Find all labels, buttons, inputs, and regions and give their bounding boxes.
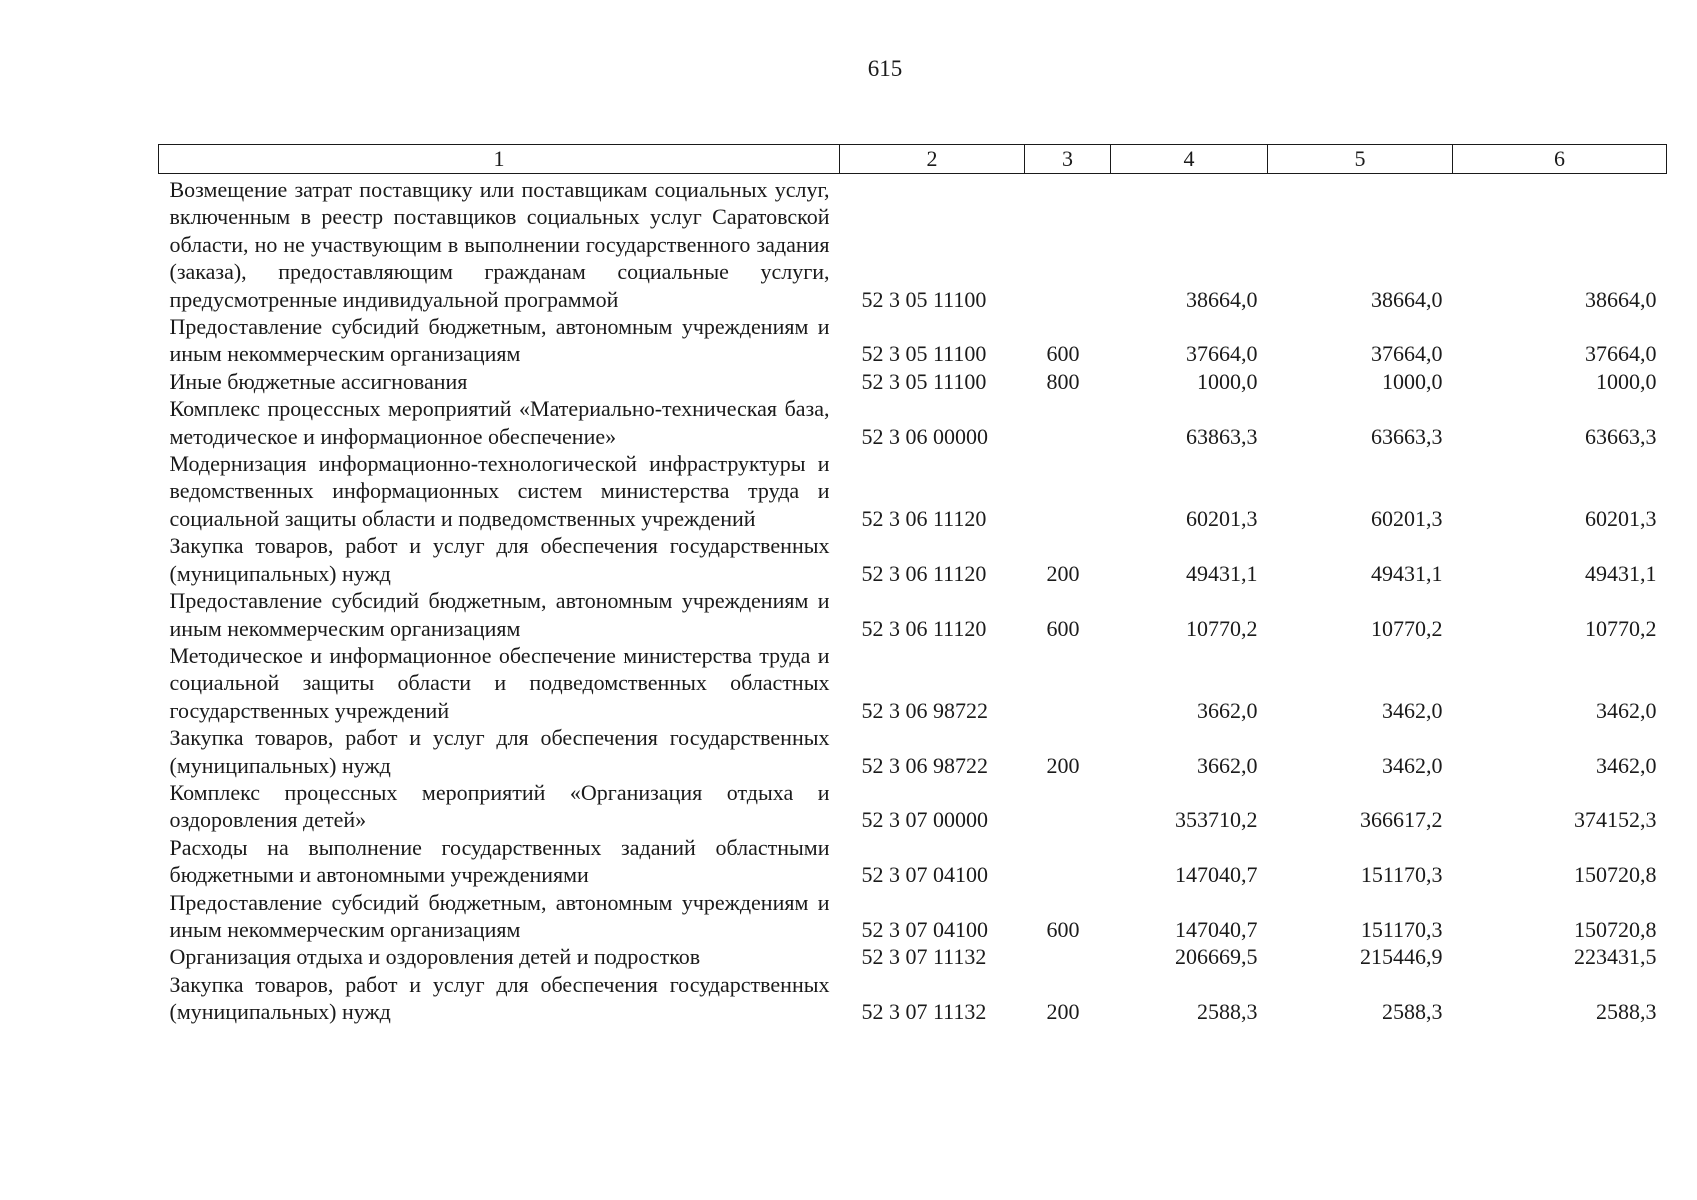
- table-header-row: [159, 145, 1667, 174]
- row-code: 52 3 06 11120: [861, 615, 987, 641]
- row-expense-type: [1025, 174, 1111, 314]
- row-name: Закупка товаров, работ и услуг для обеспечения государственных (муниципальных) нужд: [169, 533, 830, 586]
- row-name: Модернизация информационно-технологической инфраструктуры и ведомственных информационных систем министерства труда и социальной защиты области и подведомственных учреждений: [169, 451, 830, 531]
- header-col-5: 5: [1268, 145, 1453, 174]
- row-value-6: 150720,8: [1574, 916, 1657, 942]
- table-row: [159, 450, 1667, 532]
- row-value-6: 1000,0: [1596, 368, 1657, 394]
- row-code: 52 3 07 04100: [861, 916, 988, 942]
- row-value-4: 1000,0: [1197, 368, 1258, 394]
- row-value-6: 37664,0: [1585, 341, 1657, 367]
- budget-table: [158, 144, 1667, 1026]
- table-row: [159, 779, 1667, 834]
- row-value-4: 37664,0: [1186, 341, 1258, 367]
- table-row: [159, 834, 1667, 889]
- row-value-4: 49431,1: [1186, 560, 1258, 586]
- row-name: Иные бюджетные ассигнования: [169, 368, 468, 394]
- row-expense-type: 600: [1046, 916, 1080, 942]
- row-expense-type: [1025, 834, 1111, 889]
- row-value-6: 150720,8: [1574, 862, 1657, 888]
- row-code: 52 3 06 11120: [861, 505, 987, 531]
- row-value-6: 2588,3: [1596, 999, 1657, 1025]
- row-name: Методическое и информационное обеспечение министерства труда и социальной защиты области и подведомственных областных государственных учреждений: [169, 642, 830, 723]
- row-value-5: 151170,3: [1360, 862, 1443, 888]
- table-row: [159, 587, 1667, 642]
- row-code: 52 3 07 00000: [861, 807, 988, 833]
- row-value-6: 63663,3: [1585, 423, 1657, 449]
- row-value-6: 38664,0: [1585, 286, 1657, 312]
- row-name: Закупка товаров, работ и услуг для обеспечения государственных (муниципальных) нужд: [169, 971, 830, 1025]
- row-name: Расходы на выполнение государственных заданий областными бюджетными и автономными учреждениями: [169, 834, 830, 888]
- row-expense-type: [1025, 642, 1111, 724]
- row-value-5: 10770,2: [1371, 615, 1443, 641]
- table-row: [159, 532, 1667, 587]
- row-code: 52 3 07 11132: [861, 944, 987, 970]
- row-value-5: 3462,0: [1382, 752, 1443, 778]
- row-expense-type: [1025, 943, 1111, 970]
- row-name: Возмещение затрат поставщику или поставщикам социальных услуг, включенным в реестр поставщиков социальных услуг Саратовской области, но не участвующим в выполнении государственного задания (заказа), предоставляющим гражданам социальные услуги, предусмотренные индивидуальной программой: [169, 177, 830, 312]
- header-col-2: 2: [840, 145, 1025, 174]
- row-expense-type: 200: [1046, 999, 1080, 1025]
- row-value-6: 3462,0: [1596, 752, 1657, 778]
- row-value-6: 223431,5: [1574, 944, 1657, 970]
- page-number: 615: [867, 56, 903, 81]
- row-value-4: 10770,2: [1186, 615, 1258, 641]
- row-name: Предоставление субсидий бюджетным, автономным учреждениям и иным некоммерческим организациям: [169, 314, 830, 367]
- row-expense-type: [1025, 395, 1111, 450]
- row-name: Комплекс процессных мероприятий «Организация отдыха и оздоровления детей»: [169, 779, 830, 833]
- row-value-4: 353710,2: [1175, 807, 1258, 833]
- table-row: [159, 395, 1667, 450]
- row-expense-type: 200: [1046, 560, 1080, 586]
- row-value-6: 60201,3: [1585, 505, 1657, 531]
- table-row: [159, 943, 1667, 970]
- table-row: [159, 889, 1667, 944]
- row-value-4: 60201,3: [1186, 505, 1258, 531]
- row-value-5: 37664,0: [1371, 341, 1443, 367]
- row-value-5: 38664,0: [1371, 286, 1443, 312]
- table-row: [159, 642, 1667, 724]
- row-value-4: 38664,0: [1186, 286, 1258, 312]
- row-value-5: 366617,2: [1360, 807, 1443, 833]
- row-code: 52 3 06 98722: [861, 752, 988, 778]
- table-row: [159, 313, 1667, 368]
- row-code: 52 3 05 11100: [861, 368, 987, 394]
- row-value-4: 3662,0: [1197, 752, 1258, 778]
- row-value-4: 147040,7: [1175, 916, 1258, 942]
- row-name: Предоставление субсидий бюджетным, автономным учреждениям и иным некоммерческим организациям: [169, 588, 830, 641]
- row-value-4: 147040,7: [1175, 862, 1258, 888]
- table-row: [159, 971, 1667, 1026]
- row-code: 52 3 06 11120: [861, 560, 987, 586]
- row-value-5: 63663,3: [1371, 423, 1443, 449]
- row-code: 52 3 07 04100: [861, 862, 988, 888]
- row-name: Предоставление субсидий бюджетным, автономным учреждениям и иным некоммерческим организациям: [169, 889, 830, 942]
- row-value-6: 10770,2: [1585, 615, 1657, 641]
- row-name: Закупка товаров, работ и услуг для обеспечения государственных (муниципальных) нужд: [169, 725, 830, 778]
- row-expense-type: 600: [1046, 615, 1080, 641]
- row-value-4: 206669,5: [1175, 944, 1258, 970]
- row-expense-type: [1025, 450, 1111, 532]
- row-expense-type: [1025, 779, 1111, 834]
- row-expense-type: 800: [1046, 368, 1080, 394]
- row-expense-type: 200: [1046, 752, 1080, 778]
- row-value-6: 3462,0: [1596, 697, 1657, 723]
- row-code: 52 3 06 98722: [861, 697, 988, 723]
- row-value-5: 3462,0: [1382, 697, 1443, 723]
- row-value-5: 215446,9: [1360, 944, 1443, 970]
- header-col-6: 6: [1453, 145, 1667, 174]
- header-col-3: 3: [1025, 145, 1111, 174]
- row-expense-type: 600: [1046, 341, 1080, 367]
- row-value-5: 2588,3: [1382, 999, 1443, 1025]
- row-code: 52 3 05 11100: [861, 341, 987, 367]
- row-value-5: 151170,3: [1360, 916, 1443, 942]
- row-value-5: 1000,0: [1382, 368, 1443, 394]
- row-value-4: 2588,3: [1197, 999, 1258, 1025]
- row-value-6: 49431,1: [1585, 560, 1657, 586]
- row-value-5: 60201,3: [1371, 505, 1443, 531]
- header-col-1: 1: [159, 145, 840, 174]
- row-code: 52 3 05 11100: [861, 286, 987, 312]
- row-value-4: 63863,3: [1186, 423, 1258, 449]
- row-code: 52 3 06 00000: [861, 423, 988, 449]
- header-col-4: 4: [1111, 145, 1268, 174]
- row-name: Комплекс процессных мероприятий «Материально-техническая база, методическое и информационное обеспечение»: [169, 396, 830, 449]
- row-name: Организация отдыха и оздоровления детей и подростков: [169, 944, 701, 970]
- table-row: [159, 724, 1667, 779]
- table-row: [159, 368, 1667, 395]
- row-value-6: 374152,3: [1574, 807, 1657, 833]
- row-code: 52 3 07 11132: [861, 999, 987, 1025]
- row-value-4: 3662,0: [1197, 697, 1258, 723]
- table-row: [159, 174, 1667, 314]
- row-value-5: 49431,1: [1371, 560, 1443, 586]
